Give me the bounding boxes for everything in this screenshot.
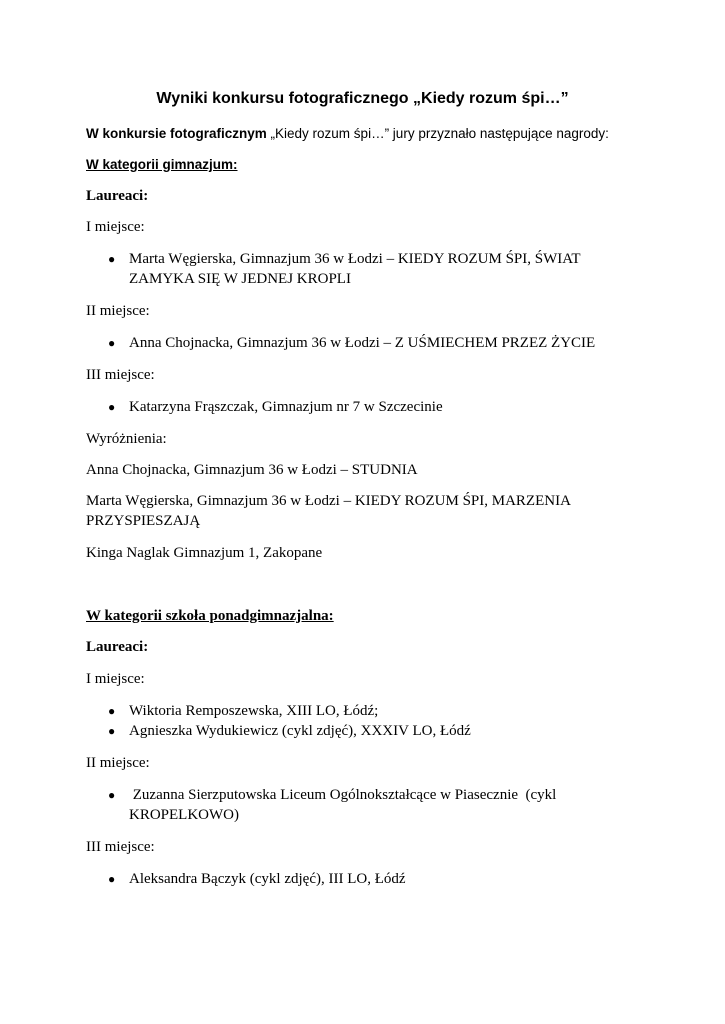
intro-bold: W konkursie fotograficznym bbox=[86, 126, 267, 141]
list-item: Wiktoria Remposzewska, XIII LO, Łódź; bbox=[129, 703, 379, 719]
bullet-icon: ● bbox=[108, 724, 116, 738]
bullet-icon: ● bbox=[108, 704, 116, 718]
section-heading-ponadgimnazjalna: W kategorii szkoła ponadgimnazjalna: bbox=[86, 608, 334, 624]
list-item: Aleksandra Bączyk (cykl zdjęć), III LO, Łódź bbox=[129, 871, 406, 887]
list-item-continuation: ZAMYKA SIĘ W JEDNEJ KROPLI bbox=[129, 271, 351, 287]
distinction-item-continuation: PRZYSPIESZAJĄ bbox=[86, 513, 201, 529]
bullet-icon: ● bbox=[108, 872, 116, 886]
distinction-item: Kinga Naglak Gimnazjum 1, Zakopane bbox=[86, 545, 323, 561]
second-place-label: II miejsce: bbox=[86, 755, 150, 771]
list-item: Agnieszka Wydukiewicz (cykl zdjęć), XXXIV LO, Łódź bbox=[129, 723, 471, 739]
distinctions-label: Wyróżnienia: bbox=[86, 431, 167, 447]
list-item: Marta Węgierska, Gimnazjum 36 w Łodzi – KIEDY ROZUM ŚPI, ŚWIAT bbox=[129, 251, 581, 267]
document-title: Wyniki konkursu fotograficznego „Kiedy rozum śpi…” bbox=[156, 90, 569, 107]
bullet-icon: ● bbox=[108, 336, 116, 350]
list-item: Anna Chojnacka, Gimnazjum 36 w Łodzi – Z UŚMIECHEM PRZEZ ŻYCIE bbox=[129, 335, 596, 351]
first-place-label: I miejsce: bbox=[86, 671, 145, 687]
second-place-label: II miejsce: bbox=[86, 303, 150, 319]
laureaci-label: Laureaci: bbox=[86, 188, 149, 204]
third-place-label: III miejsce: bbox=[86, 839, 155, 855]
bullet-icon: ● bbox=[108, 400, 116, 414]
list-item: Katarzyna Frąszczak, Gimnazjum nr 7 w Szczecinie bbox=[129, 399, 443, 415]
laureaci-label: Laureaci: bbox=[86, 639, 149, 655]
section-heading-gimnazjum: W kategorii gimnazjum: bbox=[86, 157, 238, 172]
distinction-item: Marta Węgierska, Gimnazjum 36 w Łodzi – KIEDY ROZUM ŚPI, MARZENIA bbox=[86, 493, 571, 509]
first-place-label: I miejsce: bbox=[86, 219, 145, 235]
distinction-item: Anna Chojnacka, Gimnazjum 36 w Łodzi – STUDNIA bbox=[86, 462, 418, 478]
list-item: Zuzanna Sierzputowska Liceum Ogólnokształcące w Piasecznie (cykl bbox=[129, 787, 557, 803]
intro-rest: „Kiedy rozum śpi…” jury przyznało następujące nagrody: bbox=[266, 126, 609, 141]
bullet-icon: ● bbox=[108, 252, 116, 266]
list-item-continuation: KROPELKOWO) bbox=[129, 807, 239, 823]
intro-paragraph bbox=[86, 124, 609, 143]
bullet-icon: ● bbox=[108, 788, 116, 802]
third-place-label: III miejsce: bbox=[86, 367, 155, 383]
